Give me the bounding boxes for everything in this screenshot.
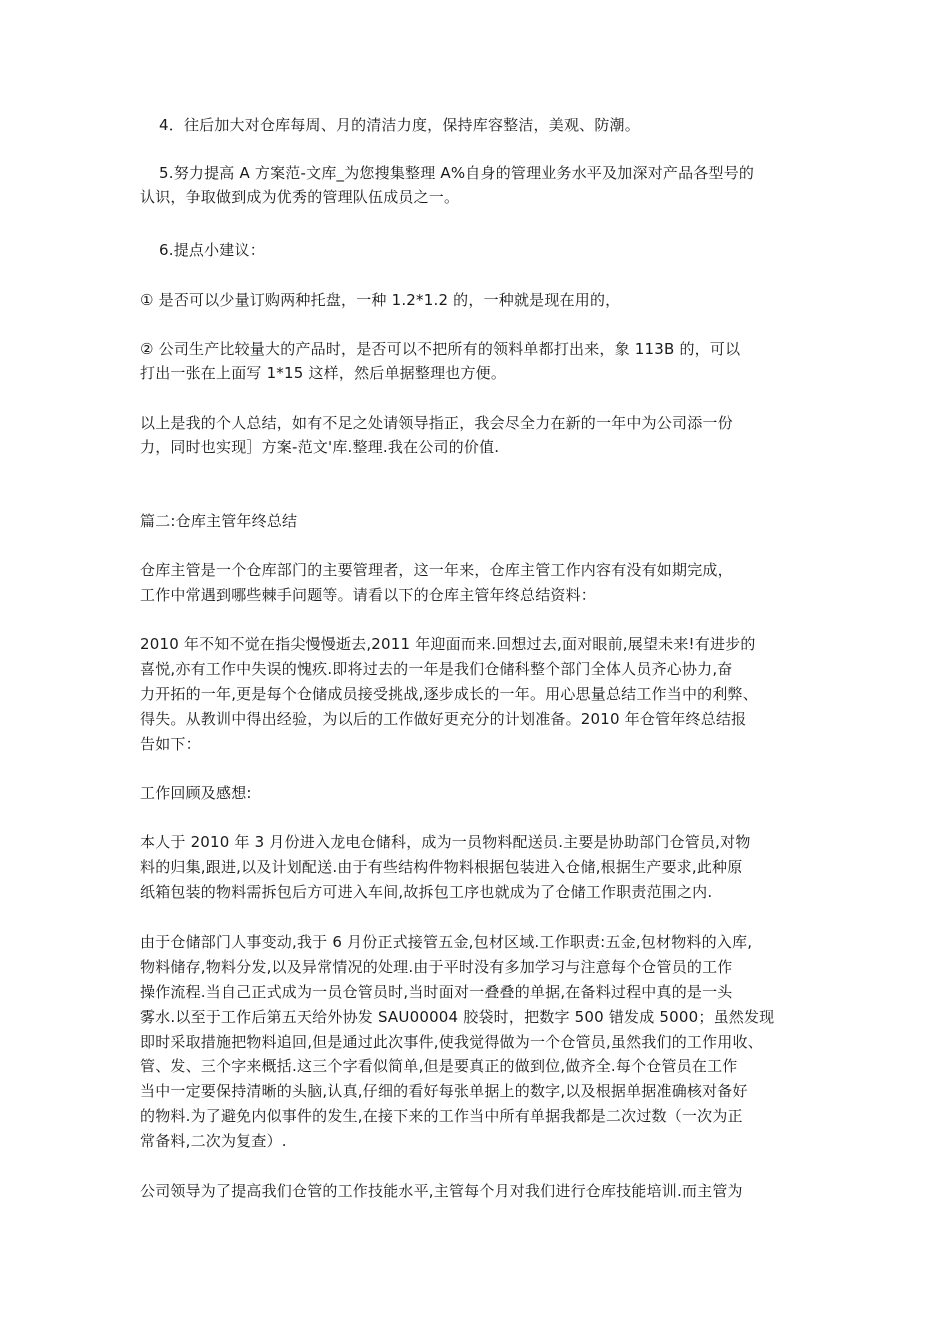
section-heading: 工作回顾及感想:	[140, 784, 252, 802]
paragraph-line: 即时采取措施把物料追回,但是通过此次事件,使我觉得做为一个仓管员,虽然我们的工作用收、	[140, 1033, 763, 1051]
paragraph-line: 2010 年不知不觉在指尖慢慢逝去,2011 年迎面而来.回想过去,面对眼前,展望未来!有进步的	[140, 635, 756, 653]
paragraph-line: 当中一定要保持清晰的头脑,认真,仔细的看好每张单据上的数字,以及根据单据准确核对备好	[140, 1082, 748, 1100]
paragraph-line: ① 是否可以少量订购两种托盘，一种 1.2*1.2 的，一种就是现在用的，	[140, 291, 621, 309]
paragraph-line: 得失。从教训中得出经验，为以后的工作做好更充分的计划准备。2010 年仓管年终总结报	[140, 710, 747, 728]
paragraph-line: 操作流程.当自己正式成为一员仓管员时,当时面对一叠叠的单据,在备料过程中真的是一头	[140, 983, 733, 1001]
paragraph-line: 告如下：	[140, 735, 201, 753]
paragraph-line: 力开拓的一年,更是每个仓储成员接受挑战,逐步成长的一年。用心思量总结工作当中的利弊、	[140, 685, 758, 703]
paragraph-line: ② 公司生产比较量大的产品时，是否可以不把所有的领料单都打出来，象 113B 的，可以	[140, 340, 741, 358]
paragraph-line: 由于仓储部门人事变动,我于 6 月份正式接管五金,包材区域.工作职责:五金,包材物料的入库,	[140, 933, 753, 951]
paragraph-line: 4．往后加大对仓库每周、月的清洁力度，保持库容整洁，美观、防潮。	[159, 116, 640, 134]
paragraph-line: 打出一张在上面写 1*15 这样，然后单据整理也方便。	[140, 364, 507, 382]
paragraph-line: 本人于 2010 年 3 月份进入龙电仓储科，成为一员物料配送员.主要是协助部门仓管员,对物	[140, 833, 751, 851]
paragraph-line: 的物料.为了避免内似事件的发生,在接下来的工作当中所有单据我都是二次过数（一次为正	[140, 1107, 743, 1125]
paragraph-line: 料的归集,跟进,以及计划配送.由于有些结构件物料根据包装进入仓储,根据生产要求,此种原	[140, 858, 743, 876]
paragraph-line: 6.提点小建议：	[159, 241, 265, 259]
section-heading: 篇二:仓库主管年终总结	[140, 512, 298, 530]
paragraph-line: 纸箱包装的物料需拆包后方可进入车间,故拆包工序也就成为了仓储工作职责范围之内.	[140, 883, 713, 901]
paragraph-line: 物料储存,物料分发,以及异常情况的处理.由于平时没有多加学习与注意每个仓管员的工作	[140, 958, 733, 976]
paragraph-line: 认识，争取做到成为优秀的管理队伍成员之一。	[140, 188, 460, 206]
paragraph-line: 力，同时也实现］方案-范文'库.整理.我在公司的价值.	[140, 438, 500, 456]
paragraph-line: 以上是我的个人总结，如有不足之处请领导指正，我会尽全力在新的一年中为公司添一份	[140, 414, 733, 432]
paragraph-line: 仓库主管是一个仓库部门的主要管理者，这一年来，仓库主管工作内容有没有如期完成，	[140, 561, 733, 579]
paragraph-line: 工作中常遇到哪些棘手问题等。请看以下的仓库主管年终总结资料：	[140, 586, 597, 604]
paragraph-line: 喜悦,亦有工作中失误的愧疚.即将过去的一年是我们仓储科整个部门全体人员齐心协力,奋	[140, 660, 733, 678]
paragraph-line: 5.努力提高 A 方案范-文库_为您搜集整理 A%自身的管理业务水平及加深对产品各型号的	[159, 164, 755, 182]
paragraph-line: 管、发、三个字来概括.这三个字看似简单,但是要真正的做到位,做齐全.每个仓管员在工作	[140, 1057, 738, 1075]
paragraph-line: 雾水.以至于工作后第五天给外协发 SAU00004 胶袋时，把数字 500 错发成 5000；虽然发现	[140, 1008, 775, 1026]
paragraph-line: 常备料,二次为复查）.	[140, 1132, 287, 1150]
paragraph-line: 公司领导为了提高我们仓管的工作技能水平,主管每个月对我们进行仓库技能培训.而主管为	[140, 1182, 743, 1200]
